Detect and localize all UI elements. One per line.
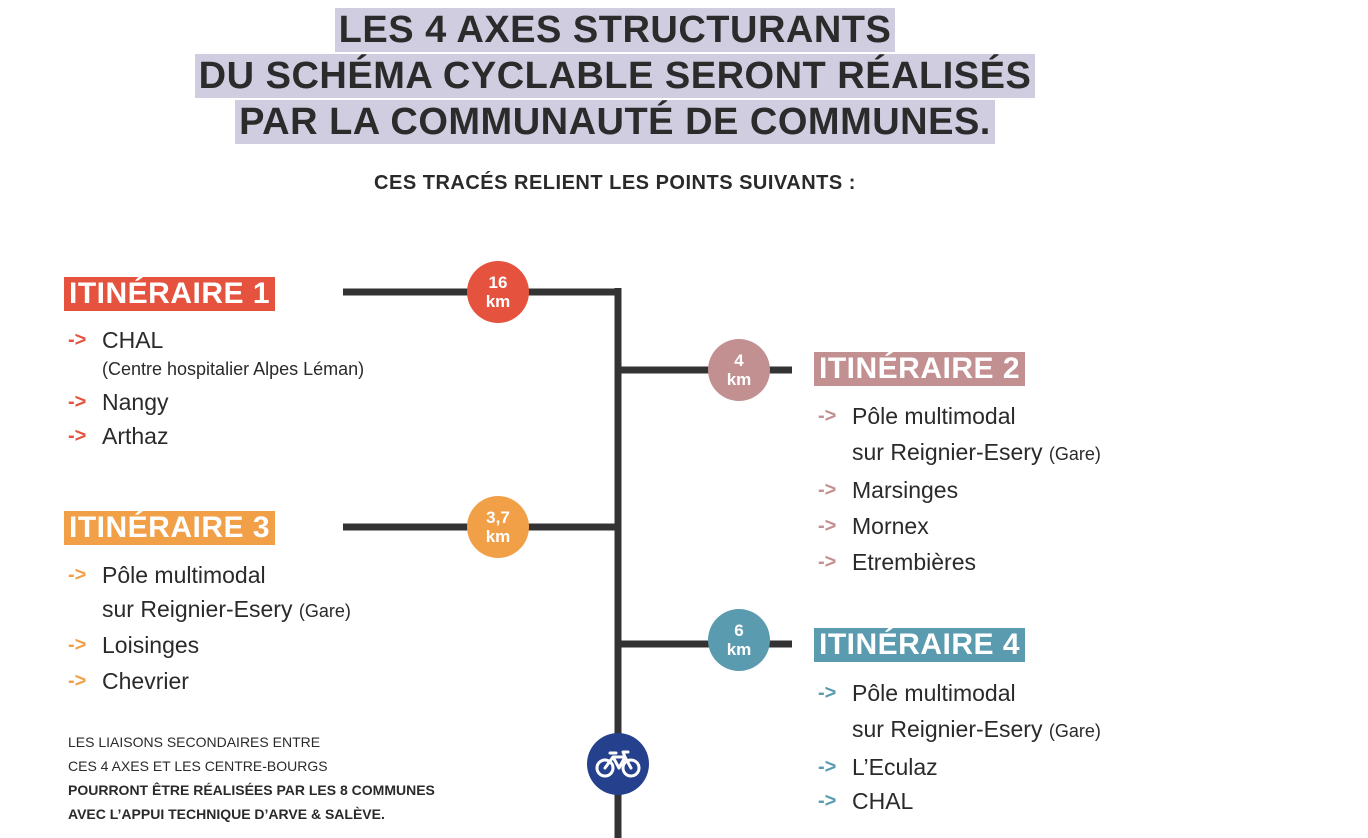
list-item xyxy=(818,784,1101,818)
stop-name: Etrembières xyxy=(852,549,976,575)
stop-name: L’Eculaz xyxy=(852,754,938,780)
list-item xyxy=(818,509,1101,543)
distance-value: 3,7 xyxy=(486,508,510,527)
secondary-links-note xyxy=(68,730,435,826)
stop-name: Loisinges xyxy=(102,632,200,658)
arrow-icon: -> xyxy=(68,425,87,447)
itinerary-4-heading: ITINÉRAIRE 4 xyxy=(814,628,1025,662)
distance-unit: km xyxy=(726,370,752,389)
distance-unit: km xyxy=(485,527,511,546)
list-item xyxy=(818,473,1101,507)
stop-name: CHAL xyxy=(102,327,164,353)
itinerary-2-heading: ITINÉRAIRE 2 xyxy=(814,352,1025,386)
stop-name-continued: sur Reignier-Esery xyxy=(852,716,1043,742)
itinerary-1-stops xyxy=(68,323,364,453)
itinerary-2-stops xyxy=(818,399,1101,579)
list-item xyxy=(818,545,1101,579)
distance-badge-2 xyxy=(708,339,770,401)
stop-name: Mornex xyxy=(852,513,929,539)
arrow-icon: -> xyxy=(818,682,837,704)
list-item xyxy=(68,558,351,628)
stop-name: Arthaz xyxy=(102,423,169,449)
title-line-1: LES 4 AXES STRUCTURANTS xyxy=(335,8,896,52)
stop-note: (Gare) xyxy=(1048,444,1101,464)
arrow-icon: -> xyxy=(818,790,837,812)
arrow-icon: -> xyxy=(68,564,87,586)
stop-name-continued: sur Reignier-Esery xyxy=(102,596,293,622)
distance-value: 4 xyxy=(734,351,744,370)
distance-value: 6 xyxy=(734,621,744,640)
list-item xyxy=(68,664,351,698)
itinerary-3-heading: ITINÉRAIRE 3 xyxy=(64,511,275,545)
list-item xyxy=(68,419,364,453)
arrow-icon: -> xyxy=(68,329,87,351)
arrow-icon: -> xyxy=(818,551,837,573)
stop-note: (Gare) xyxy=(298,601,351,621)
list-item xyxy=(68,628,351,662)
arrow-icon: -> xyxy=(68,670,87,692)
arrow-icon: -> xyxy=(68,634,87,656)
distance-unit: km xyxy=(726,640,752,659)
itinerary-4-stops xyxy=(818,676,1101,818)
stop-name: Pôle multimodal xyxy=(852,403,1016,429)
stop-detail: (Centre hospitalier Alpes Léman) xyxy=(102,359,365,379)
arrow-icon: -> xyxy=(818,756,837,778)
itinerary-1-heading: ITINÉRAIRE 1 xyxy=(64,277,275,311)
title-line-2: DU SCHÉMA CYCLABLE SERONT RÉALISÉS xyxy=(195,54,1036,98)
stop-name: Chevrier xyxy=(102,668,189,694)
bicycle-icon-glyph xyxy=(595,749,641,779)
stop-name: Nangy xyxy=(102,389,169,415)
distance-value: 16 xyxy=(488,273,508,292)
distance-unit: km xyxy=(485,292,511,311)
distance-badge-4 xyxy=(708,609,770,671)
list-item xyxy=(818,750,1101,784)
stop-name-continued: sur Reignier-Esery xyxy=(852,439,1043,465)
stop-name: Pôle multimodal xyxy=(852,680,1016,706)
list-item xyxy=(68,323,364,381)
stop-name: Pôle multimodal xyxy=(102,562,266,588)
stop-name: CHAL xyxy=(852,788,914,814)
distance-badge-3 xyxy=(467,496,529,558)
list-item xyxy=(818,399,1101,471)
arrow-icon: -> xyxy=(818,515,837,537)
note-line-4: AVEC L’APPUI TECHNIQUE D’ARVE & SALÈVE. xyxy=(68,806,385,822)
note-line-2: CES 4 AXES ET LES CENTRE-BOURGS xyxy=(68,758,328,774)
stop-name: Marsinges xyxy=(852,477,959,503)
arrow-icon: -> xyxy=(818,405,837,427)
note-line-1: LES LIAISONS SECONDAIRES ENTRE xyxy=(68,734,321,750)
arrow-icon: -> xyxy=(818,479,837,501)
stop-note: (Gare) xyxy=(1048,721,1101,741)
list-item xyxy=(818,676,1101,748)
distance-badge-1 xyxy=(467,261,529,323)
list-item xyxy=(68,385,364,419)
itinerary-3-stops xyxy=(68,558,351,698)
arrow-icon: -> xyxy=(68,391,87,413)
note-line-3: POURRONT ÊTRE RÉALISÉES PAR LES 8 COMMUNES xyxy=(68,782,435,798)
subtitle: CES TRACÉS RELIENT LES POINTS SUIVANTS : xyxy=(374,172,856,194)
title-line-3: PAR LA COMMUNAUTÉ DE COMMUNES. xyxy=(235,100,995,144)
bicycle-icon xyxy=(587,733,649,795)
